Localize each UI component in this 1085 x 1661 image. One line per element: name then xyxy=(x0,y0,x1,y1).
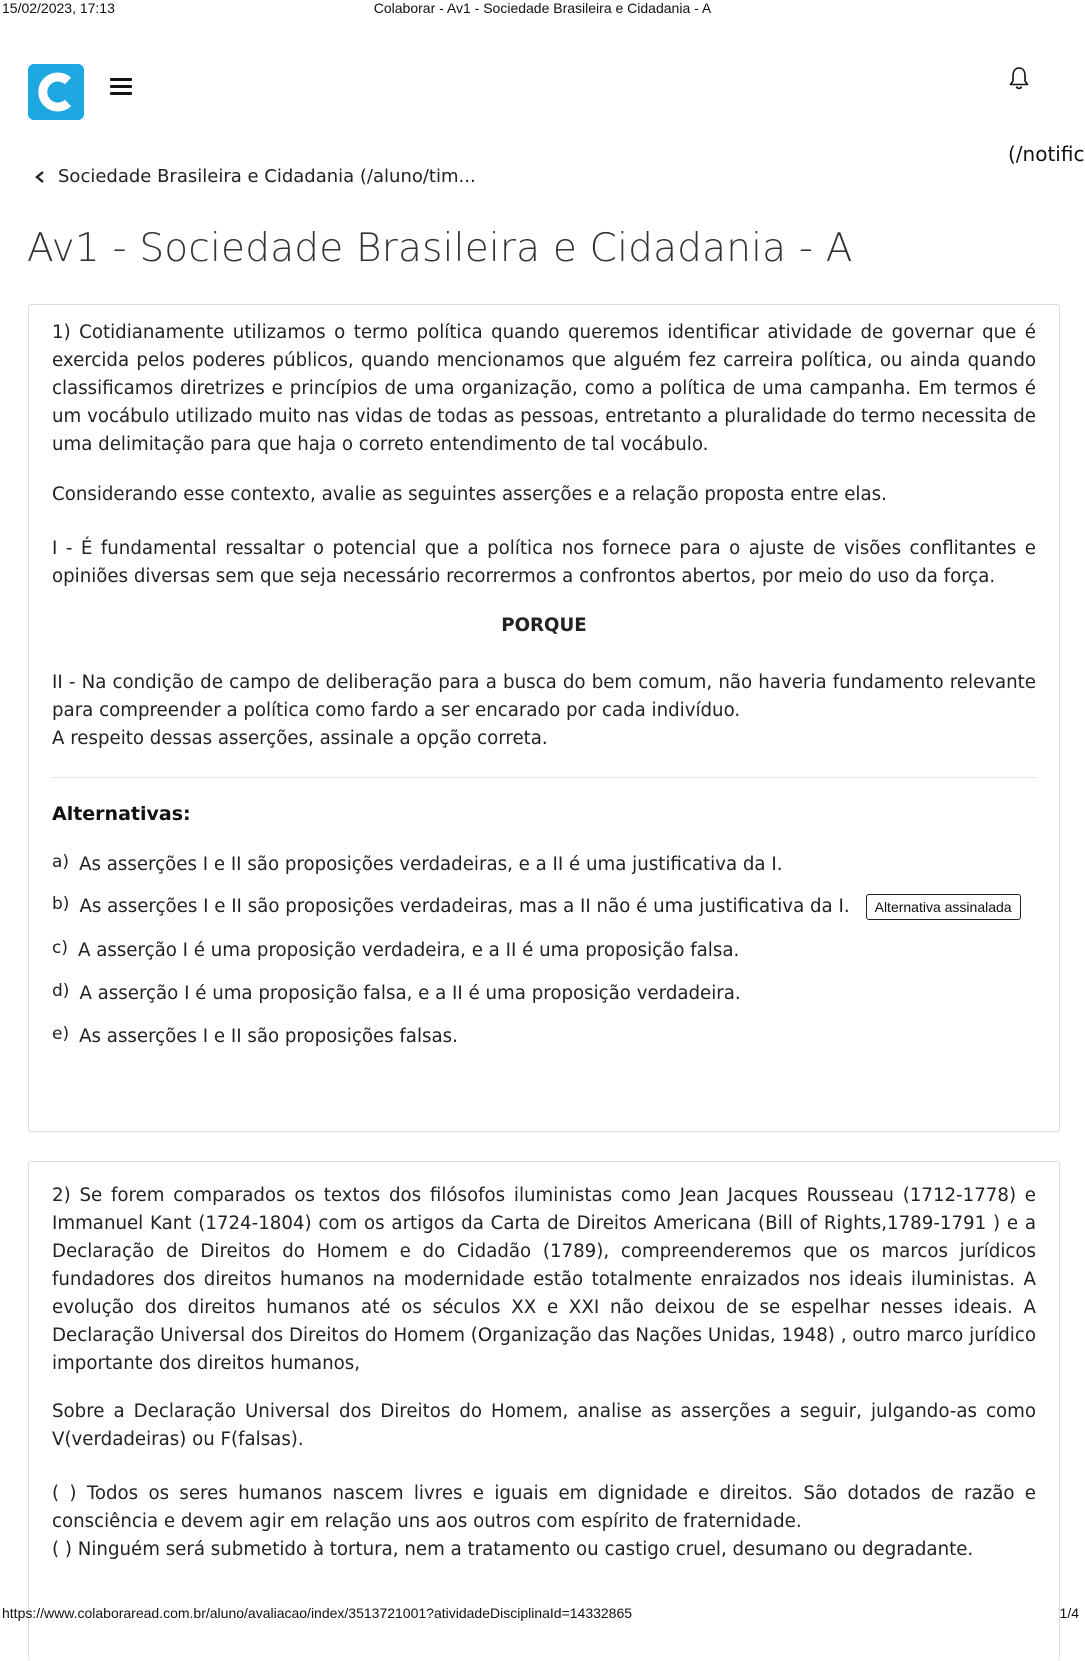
alternatives-heading: Alternativas: xyxy=(52,803,191,825)
question-2-instruction: Sobre a Declaração Universal dos Direitos do Homem, analise as asserções a seguir, julgando-as como V(verdadeiras) ou F(falsas). xyxy=(52,1401,1036,1450)
alternative-letter: b) xyxy=(52,894,70,914)
alternative-letter: d) xyxy=(52,981,70,1001)
question-1-assertion-2: II - Na condição de campo de deliberação para a busca do bem comum, não haveria fundamento relevante para compreender a política como fardo a ser encarado por cada indivíduo. xyxy=(52,672,1036,721)
question-1-intro: 1) Cotidianamente utilizamos o termo política quando queremos identificar atividade de governar que é exercida pelos poderes públicos, quando mencionamos que alguém fez carreira política, ou ainda quando classificamos diretrizes e princípios de uma organização, como a política de uma campanha. Em termos é um vocábulo utilizado muito nas vidas de todas as pessoas, entretanto a pluralidade do termo necessita de uma delimitação para que haja o correto entendimento de tal vocábulo. xyxy=(52,322,1036,455)
alternative-text: As asserções I e II são proposições verdadeiras, e a II é uma justificativa da I. xyxy=(79,854,783,875)
alternative-letter: a) xyxy=(52,852,70,872)
alternative-a[interactable] xyxy=(52,852,1036,878)
bell-icon[interactable] xyxy=(1008,66,1030,90)
porque-label: PORQUE xyxy=(501,615,587,636)
colaborar-logo-icon[interactable] xyxy=(28,64,84,120)
divider xyxy=(52,777,1036,778)
alternative-letter: c) xyxy=(52,938,68,958)
question-1-prompt: A respeito dessas asserções, assinale a opção correta. xyxy=(52,728,548,749)
print-footer xyxy=(0,1603,1085,1623)
page-title: Av1 - Sociedade Brasileira e Cidadania - A xyxy=(27,226,853,271)
question-1-card xyxy=(28,304,1060,1132)
alternative-text: A asserção I é uma proposição verdadeira, e a II é uma proposição falsa. xyxy=(77,940,740,961)
alternative-letter: e) xyxy=(52,1024,70,1044)
question-2-item-2: ( ) Ninguém será submetido à tortura, nem a tratamento ou castigo cruel, desumano ou degradante. xyxy=(52,1539,974,1560)
alternative-text: As asserções I e II são proposições verdadeiras, mas a II não é uma justificativa da I. xyxy=(79,896,850,917)
breadcrumb-label: Sociedade Brasileira e Cidadania (/aluno/tim... xyxy=(58,166,476,187)
hamburger-icon[interactable] xyxy=(110,78,132,98)
notifications-link[interactable]: (/notific xyxy=(1008,142,1085,166)
chevron-left-icon xyxy=(34,170,46,184)
alternative-c[interactable] xyxy=(52,938,1036,964)
print-header xyxy=(0,0,1085,18)
selected-alternative-badge: Alternativa assinalada xyxy=(866,894,1021,920)
print-url: https://www.colaboraread.com.br/aluno/avaliacao/index/3513721001?atividadeDisciplinaId=14332865 xyxy=(2,1605,633,1621)
question-1-context: Considerando esse contexto, avalie as seguintes asserções e a relação proposta entre elas. xyxy=(52,484,887,505)
print-datetime: 15/02/2023, 17:13 xyxy=(2,0,115,16)
alternative-text: As asserções I e II são proposições falsas. xyxy=(79,1026,458,1047)
question-2-intro: 2) Se forem comparados os textos dos filósofos iluministas como Jean Jacques Rousseau (1712-1778) e Immanuel Kant (1724-1804) com os artigos da Carta de Direitos Americana (Bill of Rights,1789-1791 ) e a Declaração de Direitos do Homem e do Cidadão (1789), compreenderemos que os marcos jurídicos fundadores dos direitos humanos na modernidade estão totalmente enraizados nos ideais iluministas. A evolução dos direitos humanos até os séculos XX e XXI não deixou de se espelhar nesses ideais. A Declaração Universal dos Direitos do Homem (Organização das Nações Unidas, 1948) , outro marco jurídico importante dos direitos humanos, xyxy=(52,1185,1036,1374)
question-2-card xyxy=(28,1161,1060,1661)
print-doc-title: Colaborar - Av1 - Sociedade Brasileira e Cidadania - A xyxy=(373,0,712,16)
breadcrumb[interactable] xyxy=(34,166,476,187)
question-2-item-1: ( ) Todos os seres humanos nascem livres e iguais em dignidade e direitos. São dotados de razão e consciência e devem agir em relação uns aos outros com espírito de fraternidade. xyxy=(52,1483,1036,1532)
alternative-d[interactable] xyxy=(52,981,1036,1007)
print-page-number: 1/4 xyxy=(1059,1605,1079,1621)
alternative-e[interactable] xyxy=(52,1024,1036,1050)
question-1-assertion-1: I - É fundamental ressaltar o potencial que a política nos fornece para o ajuste de visões conflitantes e opiniões diversas sem que seja necessário recorrermos a confrontos abertos, por meio do uso da força. xyxy=(52,538,1036,587)
alternative-b[interactable] xyxy=(52,894,1036,920)
alternative-text: A asserção I é uma proposição falsa, e a II é uma proposição verdadeira. xyxy=(79,983,741,1004)
